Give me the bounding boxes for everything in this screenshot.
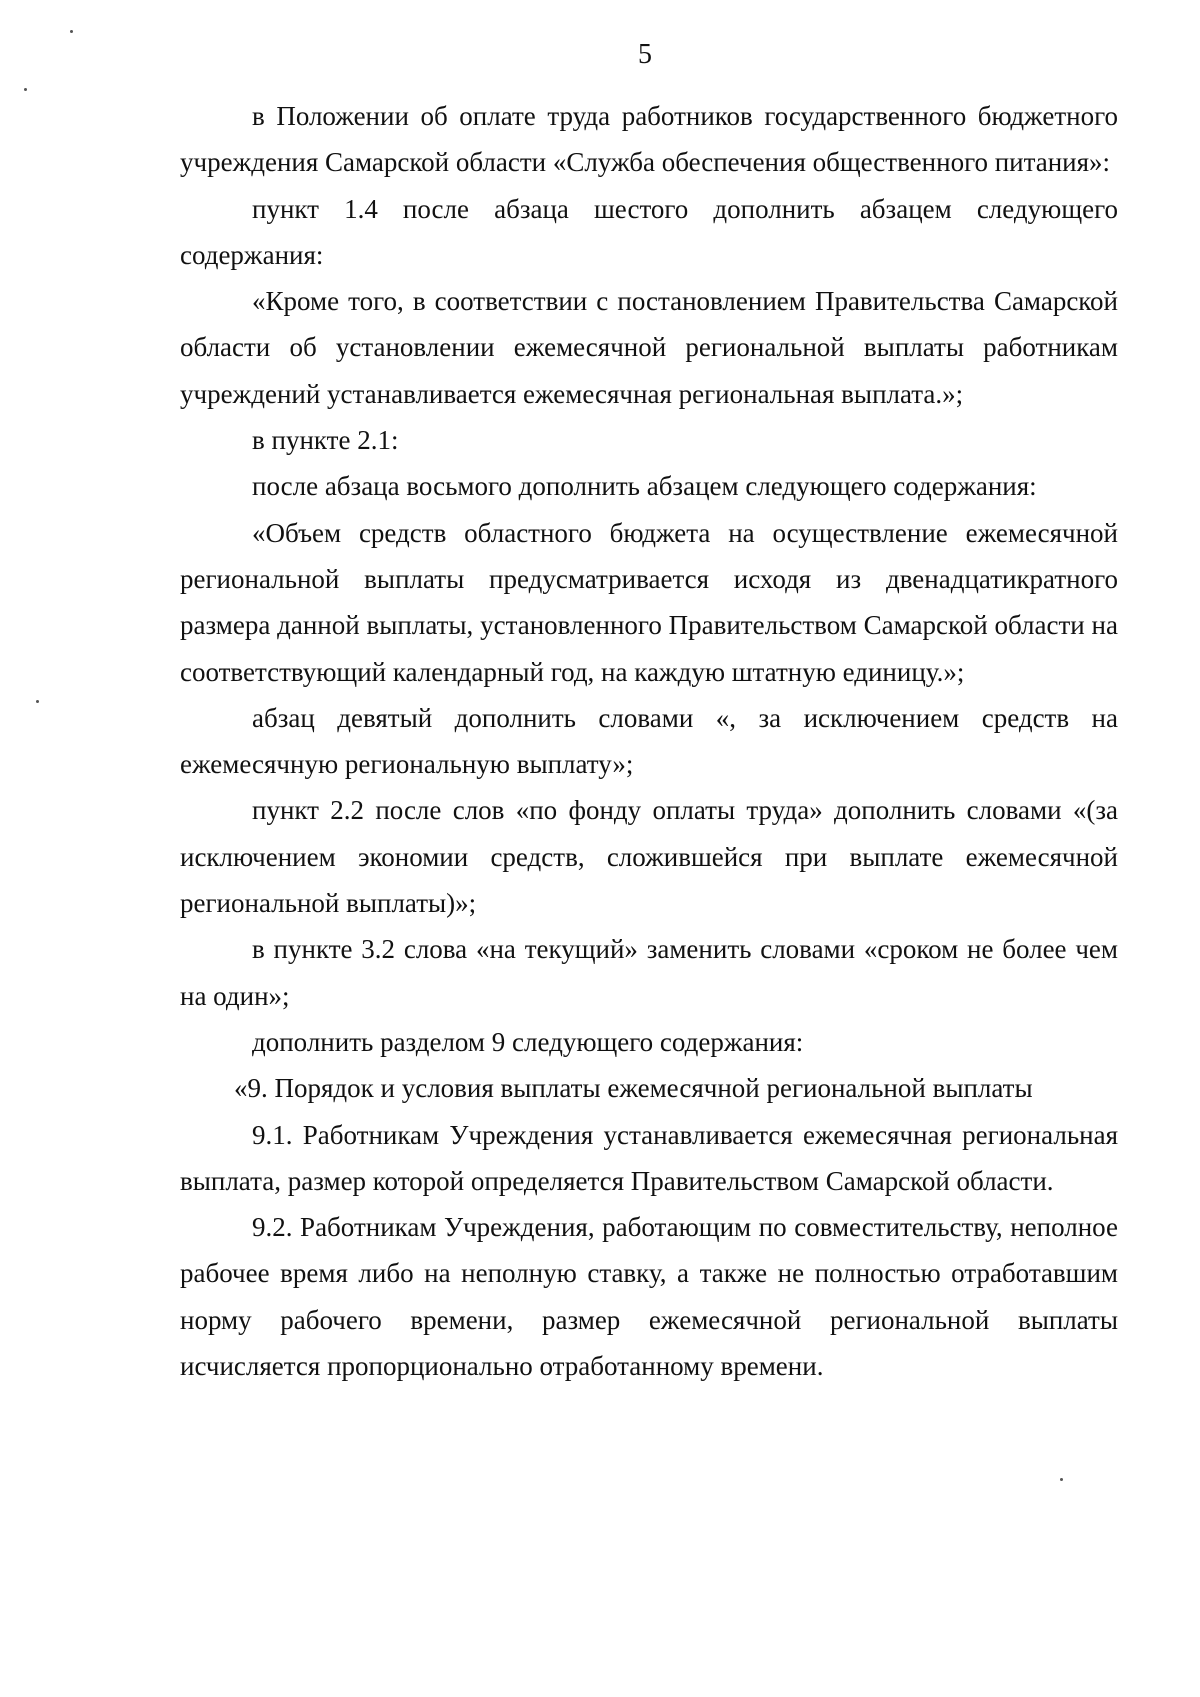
paragraph-point-1-4: пункт 1.4 после абзаца шестого дополнить абзацем следующего содержания: [180,193,1118,270]
paragraph-quote-regional-payment: «Кроме того, в соответствии с постановлением Правительства Самарской области об установлении ежемесячной региональной выплаты работникам учреждений устанавливается ежемесячная региональная выплата.»; [180,286,1118,409]
paragraph-point-2-2: пункт 2.2 после слов «по фонду оплаты труда» дополнить словами «(за исключением экономии средств, сложившейся при выплате ежемесячной региональной выплаты)»; [180,795,1118,919]
scan-speck [36,700,39,703]
section-9-heading: «9. Порядок и условия выплаты ежемесячной региональной выплаты [234,1073,1033,1104]
scan-speck [1060,1478,1063,1481]
scan-speck [70,30,73,33]
paragraph-intro: в Положении об оплате труда работников государственного бюджетного учреждения Самарской области «Служба обеспечения общественного питания»: [180,101,1118,178]
paragraph-after-eighth: после абзаца восьмого дополнить абзацем следующего содержания: [252,471,1037,502]
paragraph-section-9: дополнить разделом 9 следующего содержания: [252,1026,804,1057]
page-number: 5 [638,39,652,70]
paragraph-point-2-1: в пункте 2.1: [252,425,399,456]
paragraph-point-3-2: в пункте 3.2 слова «на текущий» заменить словами «сроком не более чем на один»; [180,934,1118,1011]
paragraph-9-2: 9.2. Работникам Учреждения, работающим по совместительству, неполное рабочее время либо на неполную ставку, а также не полностью отработавшим норму рабочего времени, размер ежемесячной региональной выплаты исчисляется пропорционально отработанному времени. [180,1212,1118,1382]
document-body [180,93,1118,1389]
paragraph-quote-budget: «Объем средств областного бюджета на осуществление ежемесячной региональной выплаты предусматривается исходя из двенадцатикратного размера данной выплаты, установленного Правительством Самарской области на соответствующий календарный год, на каждую штатную единицу.»; [180,517,1118,687]
paragraph-ninth: абзац девятый дополнить словами «, за исключением средств на ежемесячную региональную выплату»; [180,702,1118,780]
scan-speck [24,88,27,91]
paragraph-9-1: 9.1. Работникам Учреждения устанавливается ежемесячная региональная выплата, размер которой определяется Правительством Самарской области. [180,1119,1118,1196]
